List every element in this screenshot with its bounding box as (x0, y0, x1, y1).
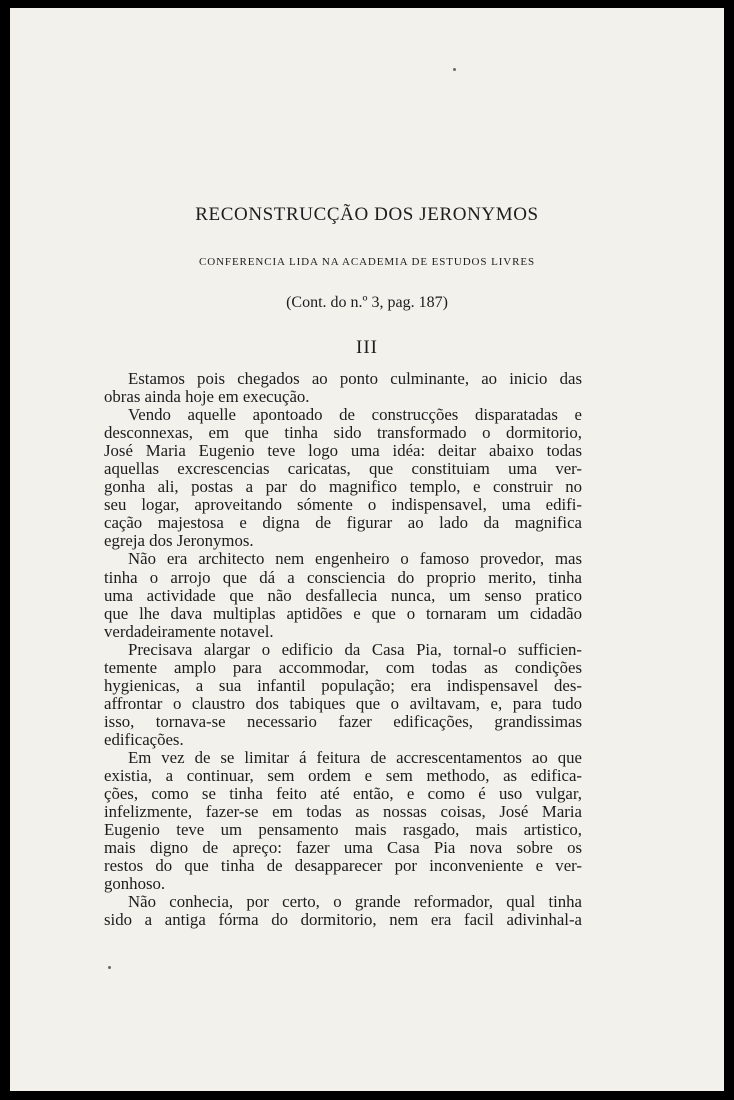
article-title: RECONSTRUCÇÃO DOS JERONYMOS (195, 204, 539, 225)
text-line: egreja dos Jeronymos. (104, 531, 254, 551)
text-line: Eugenio teve um pensamento mais rasgado, mais artistico, (104, 820, 582, 840)
text-line: Não era architecto nem engenheiro o famoso provedor, mas (128, 549, 582, 569)
text-line: uma actividade que não desfallecia nunca, um senso pratico (104, 585, 582, 605)
text-line: cação majestosa e digna de figurar ao lado da magnifica (104, 513, 582, 533)
text-line: ções, como se tinha feito até então, e como é uso vulgar, (104, 784, 582, 804)
body-text (104, 370, 582, 929)
text-line: obras ainda hoje em execução. (104, 387, 310, 407)
paper-speck (453, 68, 456, 71)
text-line: affrontar o claustro dos tabiques que o aviltavam, e, para tudo (104, 693, 582, 713)
book-page (10, 8, 724, 1091)
text-line: Estamos pois chegados ao ponto culminante, ao inicio das (128, 369, 582, 388)
text-line: edificações. (104, 729, 184, 749)
text-line: que lhe dava multiplas aptidões e que o tornaram um cidadão (104, 603, 582, 623)
text-line: isso, tornava-se necessario fazer edificações, grandissimas (104, 711, 582, 731)
text-line: Não conhecia, por certo, o grande reformador, qual tinha (128, 892, 582, 912)
text-line: sido a antiga fórma do dormitorio, nem era facil adivinhal-a (104, 910, 582, 930)
text-line: hygienicas, a sua infantil população; era indispensavel des- (104, 675, 582, 695)
article-subtitle: CONFERENCIA LIDA NA ACADEMIA DE ESTUDOS LIVRES (199, 256, 535, 268)
text-line: desconnexas, em que tinha sido transformado o dormitorio, (104, 423, 582, 443)
text-line: mais digno de apreço: fazer uma Casa Pia nova sobre os (104, 838, 582, 858)
text-line: seu logar, aproveitando sómente o indispensavel, uma edifi- (104, 495, 582, 515)
text-line: Em vez de se limitar á feitura de accrescentamentos ao que (128, 747, 582, 767)
text-line: existia, a continuar, sem ordem e sem methodo, as edifica- (104, 766, 582, 786)
section-heading: III (356, 337, 378, 358)
text-line: verdadeiramente notavel. (104, 621, 274, 641)
paper-speck (108, 966, 111, 969)
continuation-note: (Cont. do n.º 3, pag. 187) (286, 294, 448, 311)
text-line: restos do que tinha de desapparecer por inconveniente e ver- (104, 856, 582, 876)
text-line: tinha o arrojo que dá a consciencia do proprio merito, tinha (104, 567, 582, 587)
text-line: Vendo aquelle apontoado de construcções disparatadas e (128, 405, 582, 425)
text-line: gonhoso. (104, 874, 166, 894)
text-line: temente amplo para accommodar, com todas as condições (104, 657, 582, 677)
text-line: aquellas excrescencias caricatas, que constituiam uma ver- (104, 459, 582, 479)
text-line: gonha ali, postas a par do magnifico templo, e construir no (104, 477, 582, 497)
text-line: José Maria Eugenio teve logo uma idéa: deitar abaixo todas (104, 441, 582, 461)
text-line: infelizmente, fazer-se em todas as nossas coisas, José Maria (104, 802, 582, 822)
text-line: Precisava alargar o edificio da Casa Pia, tornal-o sufficien- (128, 639, 582, 659)
